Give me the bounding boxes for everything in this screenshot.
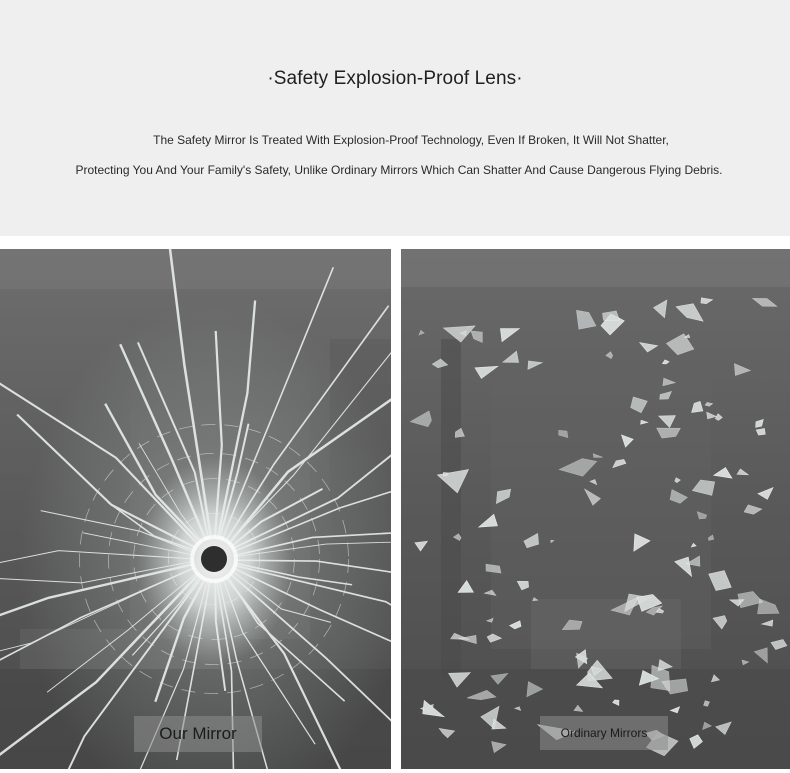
description-line-2: Protecting You And Your Family's Safety, Unlike Ordinary Mirrors Which Can Shatter And Cause Dangerous Flying Debris.	[75, 163, 723, 177]
description-line-1: The Safety Mirror Is Treated With Explosion-Proof Technology, Even If Broken, It Will Not Shatter,	[153, 133, 669, 147]
ordinary-mirrors-photo	[401, 249, 790, 769]
section-title: ·Safety Explosion-Proof Lens·	[267, 68, 523, 89]
our-mirror-photo	[0, 249, 391, 769]
our-mirror-caption: Our Mirror	[134, 716, 262, 752]
cracked-glass-image	[0, 249, 391, 769]
shattered-glass-image	[401, 249, 790, 769]
header-section	[0, 0, 790, 236]
ordinary-mirrors-caption: Ordinary Mirrors	[540, 716, 668, 750]
